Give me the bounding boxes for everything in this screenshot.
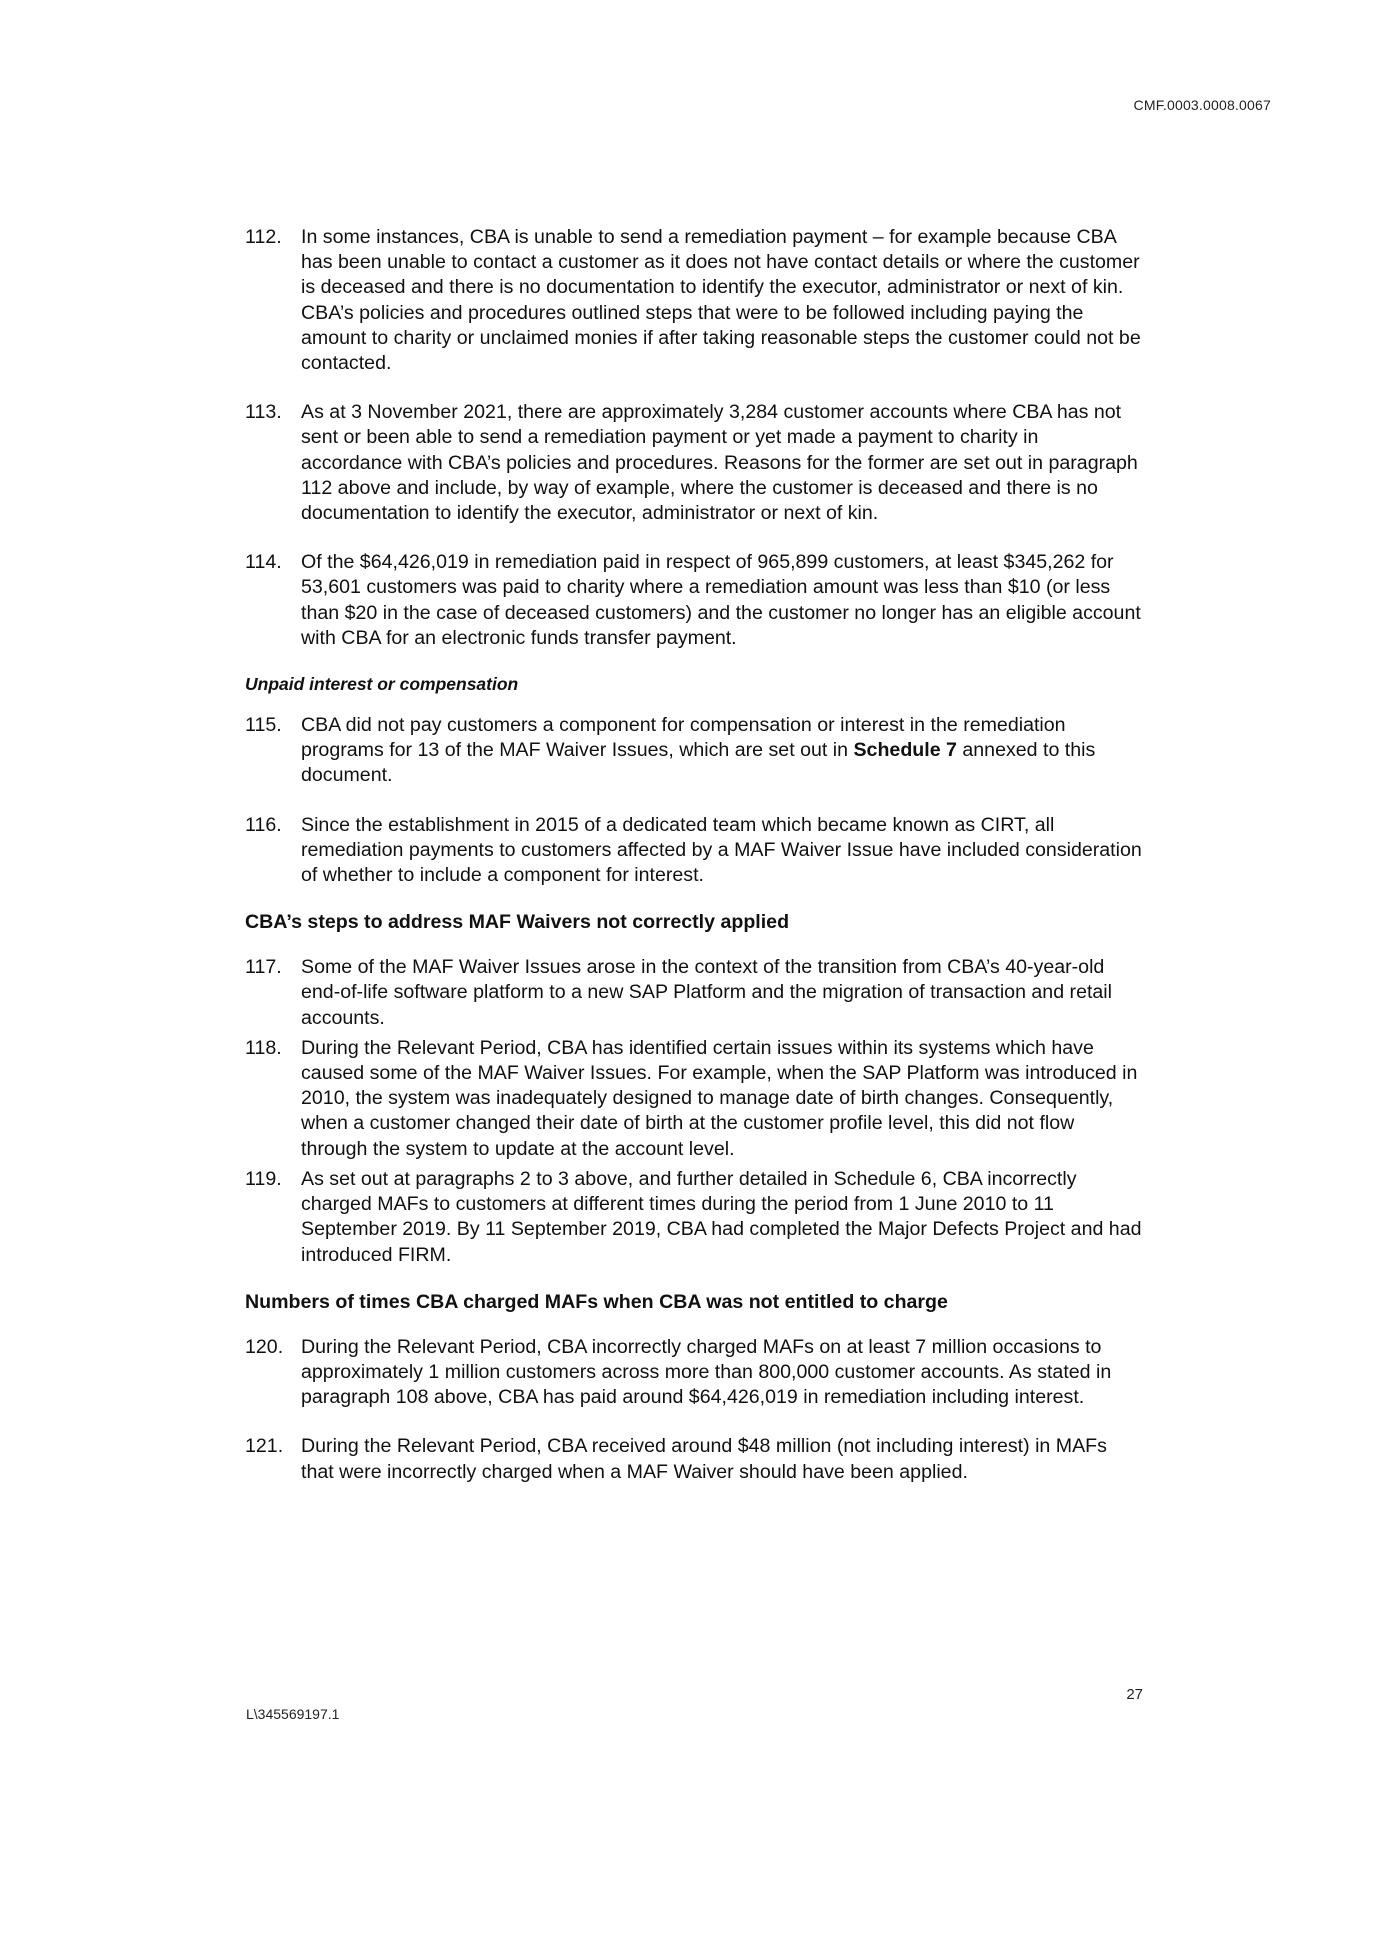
paragraph-text-part: annexed to this document. — [301, 739, 1096, 787]
paragraph-113 — [245, 400, 1145, 526]
schedule-reference: Schedule 7 — [853, 739, 957, 762]
paragraph-117 — [245, 955, 1145, 1031]
paragraph-text: Of the $64,426,019 in remediation paid in respect of 965,899 customers, at least $345,262 for 53,601 customers was paid to charity where a remediation amount was less than $10 (or less than $20 in the case of deceased customers) and the customer no longer has an eligible account with CBA for an electronic funds transfer payment. — [301, 551, 1141, 649]
paragraph-116 — [245, 813, 1145, 889]
paragraph-number: 119. — [245, 1167, 282, 1190]
paragraph-text — [301, 713, 1145, 789]
paragraph-text: Some of the MAF Waiver Issues arose in the context of the transition from CBA’s 40-year-old end-of-life software platform to a new SAP Platform and the migration of transaction and retail accounts. — [301, 956, 1113, 1029]
paragraph-text: As set out at paragraphs 2 to 3 above, and further detailed in Schedule 6, CBA incorrectly charged MAFs to customers at different times during the period from 1 June 2010 to 11 September 2019. By 11 September 2019, CBA had completed the Major Defects Project and had introduced FIRM. — [301, 1167, 1142, 1266]
paragraph-119 — [245, 1167, 1145, 1268]
paragraph-text: As at 3 November 2021, there are approximately 3,284 customer accounts where CBA has not sent or been able to send a remediation payment or yet made a payment to charity in accordance with CBA’s policies and procedures. Reasons for the former are set out in paragraph 112 above and include, by way of example, where the customer is deceased and there is no documentation to identify the executor, administrator or next of kin. — [301, 401, 1138, 525]
paragraph-118 — [245, 1036, 1145, 1162]
footer-reference: L\345569197.1 — [246, 1706, 340, 1722]
paragraph-114 — [245, 550, 1145, 651]
heading-numbers-of-times: Numbers of times CBA charged MAFs when CBA was not entitled to charge — [245, 1290, 948, 1313]
paragraph-112 — [245, 225, 1145, 376]
document-id: CMF.0003.0008.0067 — [1133, 97, 1271, 113]
paragraph-text: During the Relevant Period, CBA received around $48 million (not including interest) in MAFs that were incorrectly charged when a MAF Waiver should have been applied. — [301, 1435, 1107, 1483]
paragraph-number: 118. — [245, 1036, 282, 1059]
paragraph-text: During the Relevant Period, CBA has identified certain issues within its systems which have caused some of the MAF Waiver Issues. For example, when the SAP Platform was introduced in 2010, the system was inadequately designed to manage date of birth changes. Consequently, when a customer changed their date of birth at the customer profile level, this did not flow through the system to update at the account level. — [301, 1036, 1138, 1160]
paragraph-number: 121. — [245, 1435, 284, 1458]
paragraph-number: 114. — [245, 551, 282, 574]
paragraph-number: 112. — [245, 226, 282, 248]
paragraph-120 — [245, 1335, 1145, 1411]
paragraph-text: Since the establishment in 2015 of a dedicated team which became known as CIRT, all remediation payments to customers affected by a MAF Waiver Issue have included consideration of whether to include a component for interest. — [301, 813, 1142, 887]
paragraph-number: 120. — [245, 1335, 284, 1358]
paragraph-text: During the Relevant Period, CBA incorrectly charged MAFs on at least 7 million occasions to approximately 1 million customers across more than 800,000 customer accounts. As stated in paragraph 108 above, CBA has paid around $64,426,019 in remediation including interest. — [301, 1335, 1112, 1409]
paragraph-number: 116. — [245, 813, 282, 836]
paragraph-number: 117. — [245, 956, 282, 979]
paragraph-121 — [245, 1434, 1145, 1484]
paragraph-text: In some instances, CBA is unable to send a remediation payment – for example because CBA has been unable to contact a customer as it does not have contact details or where the customer is deceased and there is no documentation to identify the executor, administrator or next of kin. CBA’s policies and procedures outlined steps that were to be followed including paying the amount to charity or unclaimed monies if after taking reasonable steps the customer could not be contacted. — [301, 226, 1141, 375]
document-body — [245, 225, 1145, 1509]
subheading-unpaid-interest: Unpaid interest or compensation — [245, 674, 519, 695]
paragraph-number: 115. — [245, 714, 282, 737]
paragraph-115 — [245, 713, 1145, 789]
paragraph-text-part: CBA did not pay customers a component for compensation or interest in the remediation programs for 13 of the MAF Waiver Issues, which are set out in — [301, 714, 1066, 762]
heading-steps-to-address: CBA’s steps to address MAF Waivers not correctly applied — [245, 911, 790, 934]
page-number: 27 — [1126, 1686, 1143, 1703]
paragraph-number: 113. — [245, 401, 282, 424]
